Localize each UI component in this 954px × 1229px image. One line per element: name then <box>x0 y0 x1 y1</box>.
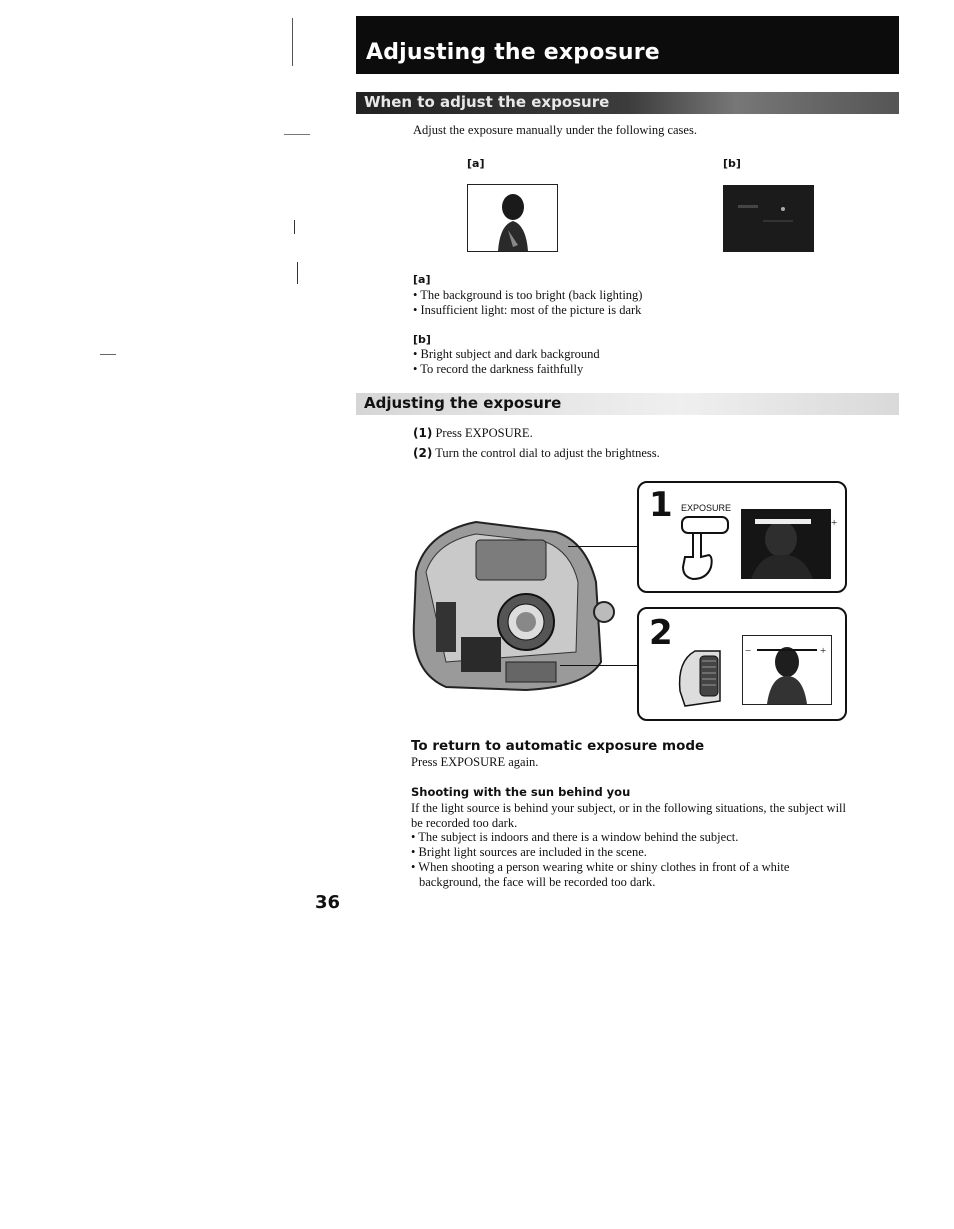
sun-text: If the light source is behind your subject, or in the following situations, the subject will <box>411 801 846 815</box>
list-b-item: • Bright subject and dark background <box>413 347 600 361</box>
list-a-item: • The background is too bright (back lighting) <box>413 288 643 302</box>
step-1-text: Press EXPOSURE. <box>435 426 533 440</box>
step-2 <box>413 446 660 461</box>
sun-heading: Shooting with the sun behind you <box>411 785 631 799</box>
plus-sign: + <box>831 517 838 529</box>
sun-text: be recorded too dark. <box>411 816 518 830</box>
step-box-2-number: 2 <box>649 613 673 653</box>
step-box-1 <box>637 481 847 593</box>
step-box-2 <box>637 607 847 721</box>
section-heading-when: When to adjust the exposure <box>364 93 610 111</box>
photo-backlit-subject <box>467 184 558 252</box>
list-a-item: • Insufficient light: most of the picture is dark <box>413 303 642 317</box>
step-2-number: (2) <box>413 446 433 460</box>
step-2-text: Turn the control dial to adjust the brightness. <box>435 446 660 460</box>
leader-line <box>560 665 638 666</box>
step-box-1-number: 1 <box>649 485 673 525</box>
minus-sign: − <box>745 645 752 657</box>
page-number: 36 <box>315 892 341 913</box>
exposure-button-label: EXPOSURE <box>681 503 732 513</box>
sun-bullet: • Bright light sources are included in the scene. <box>411 845 647 859</box>
step-1-number: (1) <box>413 426 433 440</box>
page-title: Adjusting the exposure <box>366 40 660 65</box>
scan-mark <box>284 134 310 135</box>
step-1 <box>413 426 533 441</box>
sun-bullet: • When shooting a person wearing white or shiny clothes in front of a white <box>411 860 790 874</box>
plus-sign: + <box>820 645 827 657</box>
control-dial-icon[interactable] <box>675 631 735 716</box>
finger-press-icon <box>679 531 719 586</box>
list-label-b: [b] <box>413 333 431 346</box>
section-heading-adjusting: Adjusting the exposure <box>364 394 562 412</box>
figure-label-b: [b] <box>723 157 741 170</box>
scan-mark <box>292 18 293 66</box>
viewfinder-screen-1 <box>741 509 831 579</box>
figure-label-a: [a] <box>467 157 485 170</box>
scan-mark <box>297 262 298 284</box>
viewfinder-screen-2 <box>742 635 832 705</box>
list-b-item: • To record the darkness faithfully <box>413 362 584 376</box>
intro-text: Adjust the exposure manually under the following cases. <box>413 123 697 137</box>
scan-mark <box>294 220 295 234</box>
leader-line <box>568 546 638 547</box>
photo-dark-scene <box>723 185 814 252</box>
auto-mode-heading: To return to automatic exposure mode <box>411 738 705 754</box>
list-label-a: [a] <box>413 273 431 286</box>
sun-bullet-continued: background, the face will be recorded too dark. <box>419 875 656 889</box>
sun-bullet: • The subject is indoors and there is a window behind the subject. <box>411 830 739 844</box>
scan-mark <box>100 354 116 355</box>
auto-mode-text: Press EXPOSURE again. <box>411 755 539 769</box>
